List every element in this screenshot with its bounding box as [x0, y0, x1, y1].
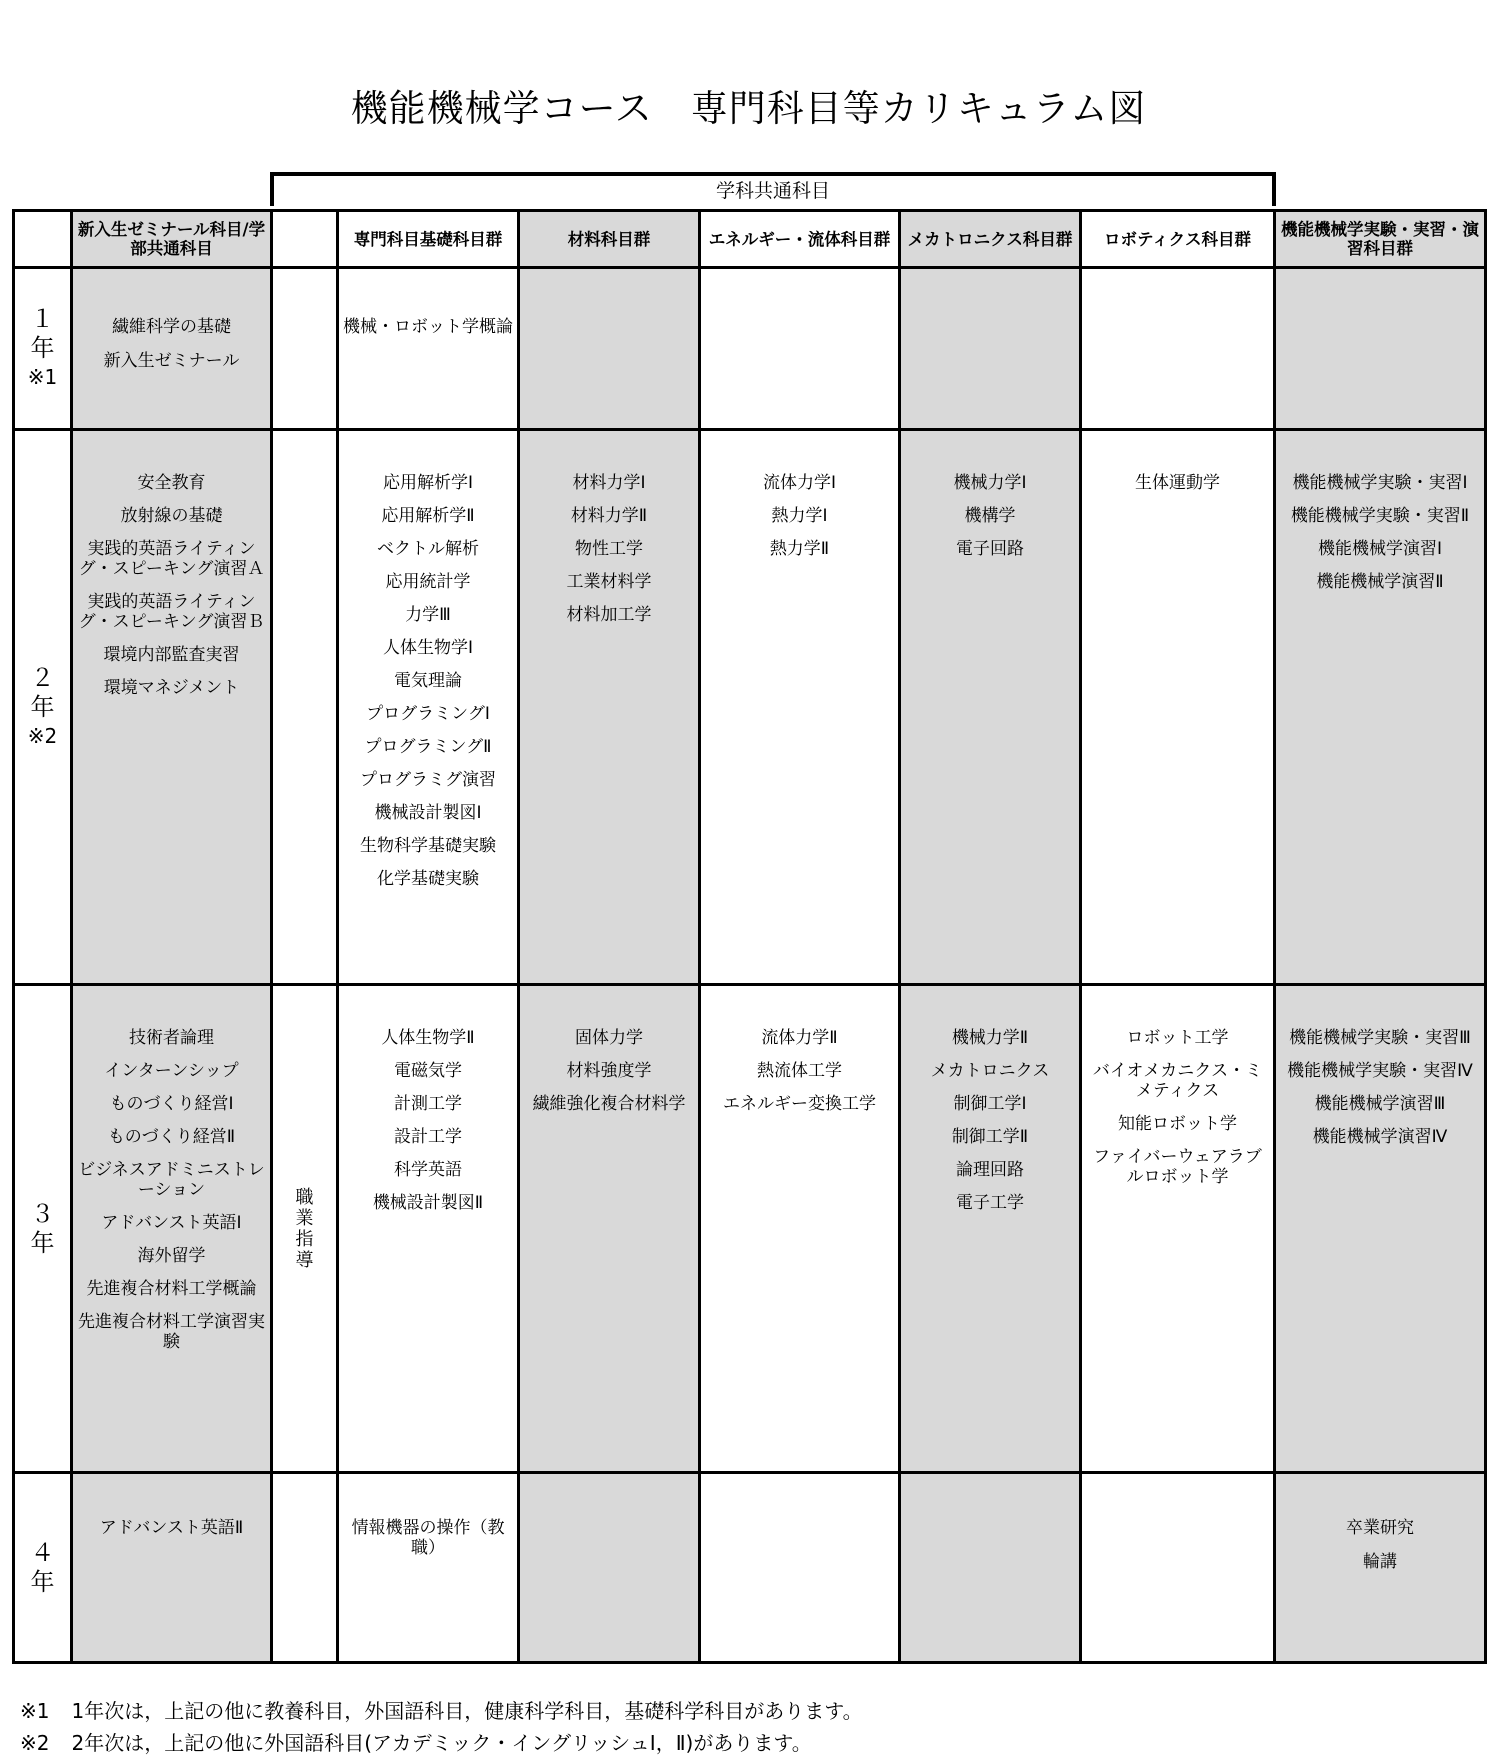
cell-energy: [700, 985, 900, 1473]
course-item: 電子工学: [956, 1193, 1024, 1213]
course-item: メカトロニクス: [930, 1061, 1050, 1081]
course-item: 機械力学Ⅰ: [953, 473, 1027, 493]
course-item: 応用解析学Ⅱ: [381, 506, 475, 526]
course-list: [1082, 431, 1273, 493]
course-item: 工業材料学: [566, 572, 652, 592]
cell-lab: [1275, 430, 1486, 985]
course-item: 論理回路: [956, 1160, 1024, 1180]
course-list: [1276, 986, 1484, 1147]
course-item: 固体力学: [575, 1028, 643, 1048]
course-item: 熱力学Ⅰ: [771, 506, 828, 526]
course-item: 流体力学Ⅰ: [762, 473, 836, 493]
course-item: 制御工学Ⅱ: [951, 1127, 1029, 1147]
course-item: 機構学: [964, 506, 1016, 526]
cell-robotics: [1081, 1473, 1275, 1663]
course-item: 知能ロボット学: [1118, 1114, 1237, 1134]
course-item: 機械設計製図Ⅱ: [372, 1193, 484, 1213]
course-item: 生物科学基礎実験: [360, 836, 496, 856]
cell-robotics: [1081, 268, 1275, 430]
course-item: 熱力学Ⅱ: [769, 539, 830, 559]
course-item: 放射線の基礎: [120, 506, 223, 526]
course-item: 材料加工学: [566, 605, 652, 625]
course-item: 材料力学Ⅰ: [572, 473, 646, 493]
cell-robotics: [1081, 985, 1275, 1473]
course-item: 機能機械学実験・実習Ⅲ: [1289, 1028, 1471, 1048]
course-item: 環境内部監査実習: [103, 645, 240, 665]
cell-lab: [1275, 1473, 1486, 1663]
course-list: [339, 269, 517, 337]
course-item: 機能機械学演習Ⅰ: [1317, 539, 1442, 559]
course-list: [901, 986, 1079, 1213]
course-list: [520, 431, 698, 625]
course-list: [339, 431, 517, 889]
course-item: 技術者論理: [129, 1028, 214, 1048]
cell-basic: [338, 430, 519, 985]
course-item: 繊維科学の基礎: [112, 317, 231, 337]
course-item: 機械力学Ⅱ: [951, 1028, 1029, 1048]
common-subjects-bracket: [270, 172, 1276, 206]
course-list: [1082, 269, 1273, 317]
cell-basic: [338, 985, 519, 1473]
course-item: 機能機械学実験・実習Ⅰ: [1292, 473, 1468, 493]
cell-mechatronics: [900, 430, 1081, 985]
course-item: 海外留学: [137, 1246, 206, 1266]
cell-mechatronics: [900, 268, 1081, 430]
course-item: プログラミグ演習: [360, 770, 496, 790]
course-item: 機械・ロボット学概論: [343, 317, 513, 337]
course-list: [701, 986, 898, 1114]
cell-career: [272, 985, 338, 1473]
course-item: 機能機械学演習Ⅱ: [1316, 572, 1444, 592]
course-item: 情報機器の操作（教職）: [351, 1518, 505, 1558]
course-list: [1276, 269, 1484, 317]
cell-seminar: [72, 430, 272, 985]
course-item: 環境マネジメント: [103, 678, 240, 698]
course-item: 力学Ⅲ: [405, 605, 451, 625]
cell-mechatronics: [900, 985, 1081, 1473]
cell-career: [272, 268, 338, 430]
course-list: [701, 431, 898, 559]
course-list: [73, 986, 270, 1352]
course-item: 新入生ゼミナール: [103, 351, 240, 371]
curriculum-table: [12, 209, 1487, 1664]
course-item: バイオメカニクス・ミメティクス: [1092, 1061, 1263, 1101]
course-item: 実践的英語ライティング・スピーキング演習Ａ: [78, 539, 265, 579]
year-label: ３年: [14, 985, 72, 1473]
course-item: 材料強度学: [566, 1061, 652, 1081]
course-item: 繊維強化複合材料学: [532, 1094, 686, 1114]
course-item: ものづくり経営Ⅱ: [107, 1127, 236, 1147]
cell-energy: [700, 430, 900, 985]
footnote-2: ※2 2年次は，上記の他に外国語科目(アカデミック・イングリッシュⅠ，Ⅱ)があります。: [20, 1731, 812, 1755]
course-list: [520, 1474, 698, 1518]
header-energy: エネルギー・流体科目群: [700, 211, 900, 268]
cell-materials: [519, 268, 700, 430]
cell-lab: [1275, 985, 1486, 1473]
course-item: 機能機械学演習Ⅲ: [1314, 1094, 1446, 1114]
cell-seminar: [72, 985, 272, 1473]
course-list: [339, 986, 517, 1213]
course-item: 輪講: [1363, 1552, 1397, 1572]
course-item: アドバンスト英語Ⅱ: [99, 1518, 244, 1538]
footnote-1: ※1 1年次は，上記の他に教養科目，外国語科目，健康科学科目，基礎科学科目があります。: [20, 1699, 863, 1723]
year-note: ※2: [27, 723, 58, 748]
course-item: 制御工学Ⅰ: [953, 1094, 1027, 1114]
course-item: 電子回路: [956, 539, 1024, 559]
header-lab: 機能機械学実験・実習・演習科目群: [1275, 211, 1486, 268]
cell-mechatronics: [900, 1473, 1081, 1663]
header-robotics: ロボティクス科目群: [1081, 211, 1275, 268]
course-item: エネルギー変換工学: [723, 1094, 876, 1114]
course-list: [1082, 1474, 1273, 1518]
course-item: 設計工学: [394, 1127, 462, 1147]
course-list: [1276, 431, 1484, 592]
cell-basic: [338, 268, 519, 430]
course-list: [901, 269, 1079, 317]
course-list: [73, 1474, 270, 1538]
course-item: アドバンスト英語Ⅰ: [101, 1213, 242, 1233]
course-item: 安全教育: [137, 473, 206, 493]
course-item: ファイバーウェアラブルロボット学: [1093, 1147, 1262, 1187]
header-mechatronics: メカトロニクス科目群: [900, 211, 1081, 268]
course-list: [520, 269, 698, 317]
cell-seminar: [72, 1473, 272, 1663]
year-label: １年 ※1: [14, 268, 72, 430]
course-item: 機能機械学演習Ⅳ: [1312, 1127, 1448, 1147]
cell-career: [272, 430, 338, 985]
course-item: 電気理論: [394, 671, 462, 691]
course-item: 応用統計学: [385, 572, 471, 592]
cell-basic: [338, 1473, 519, 1663]
header-row: [14, 211, 1486, 268]
year-label: ２年 ※2: [14, 430, 72, 985]
cell-robotics: [1081, 430, 1275, 985]
course-item: 熱流体工学: [757, 1061, 842, 1081]
course-item: 電磁気学: [394, 1061, 462, 1081]
year-row-4: [14, 1473, 1486, 1663]
cell-materials: [519, 430, 700, 985]
course-item: 先進複合材料工学概論: [86, 1279, 257, 1299]
year-row-3: [14, 985, 1486, 1473]
course-item: 卒業研究: [1346, 1518, 1414, 1538]
course-item: 化学基礎実験: [377, 869, 479, 889]
common-subjects-label: 学科共通科目: [715, 180, 830, 202]
page-title: 機能機械学コース 専門科目等カリキュラム図: [350, 87, 1147, 130]
header-seminar: 新入生ゼミナール科目/学部共通科目: [72, 211, 272, 268]
course-list: [1082, 986, 1273, 1187]
course-item: 先進複合材料工学演習実験: [78, 1312, 265, 1352]
header-year: [14, 211, 72, 268]
course-list: [901, 431, 1079, 559]
course-item: 人体生物学Ⅰ: [382, 638, 473, 658]
course-item: ベクトル解析: [377, 539, 479, 559]
header-career: [272, 211, 338, 268]
year-label: ４年: [14, 1473, 72, 1663]
course-item: 材料力学Ⅱ: [570, 506, 648, 526]
course-item: インターンシップ: [104, 1061, 239, 1081]
course-item: ビジネスアドミニストレーション: [78, 1160, 265, 1200]
course-item: 計測工学: [394, 1094, 462, 1114]
course-list: [339, 1474, 517, 1558]
cell-career: [272, 1473, 338, 1663]
course-item: 生体運動学: [1135, 473, 1220, 493]
course-list: [701, 269, 898, 317]
course-item: 機能機械学実験・実習Ⅱ: [1290, 506, 1470, 526]
year-row-2: [14, 430, 1486, 985]
year-row-1: [14, 268, 1486, 430]
cell-lab: [1275, 268, 1486, 430]
header-basic: 専門科目基礎科目群: [338, 211, 519, 268]
course-item: ものづくり経営Ⅰ: [109, 1094, 234, 1114]
course-item: 流体力学Ⅱ: [761, 1028, 838, 1048]
course-list: [701, 1474, 898, 1518]
course-item: 人体生物学Ⅱ: [381, 1028, 475, 1048]
course-item: 物性工学: [575, 539, 643, 559]
course-list: [73, 431, 270, 698]
course-item: プログラミングⅠ: [366, 704, 490, 724]
footnotes: [20, 1695, 863, 1759]
course-item: 機械設計製図Ⅰ: [374, 803, 482, 823]
cell-energy: [700, 268, 900, 430]
course-item: ロボット工学: [1126, 1028, 1229, 1048]
course-item: 機能機械学実験・実習Ⅳ: [1287, 1061, 1473, 1081]
cell-energy: [700, 1473, 900, 1663]
year-note: ※1: [27, 365, 58, 389]
course-item: 科学英語: [394, 1160, 462, 1180]
cell-seminar: [72, 268, 272, 430]
course-item: プログラミングⅡ: [364, 737, 492, 757]
course-list: [901, 1474, 1079, 1518]
course-list: [520, 986, 698, 1114]
course-list: [73, 269, 270, 371]
career-guidance-label: 職業指導: [295, 1186, 314, 1271]
course-item: 実践的英語ライティング・スピーキング演習Ｂ: [78, 592, 265, 632]
course-list: [1276, 1474, 1484, 1572]
cell-materials: [519, 985, 700, 1473]
cell-materials: [519, 1473, 700, 1663]
header-materials: 材料科目群: [519, 211, 700, 268]
course-item: 応用解析学Ⅰ: [382, 473, 473, 493]
